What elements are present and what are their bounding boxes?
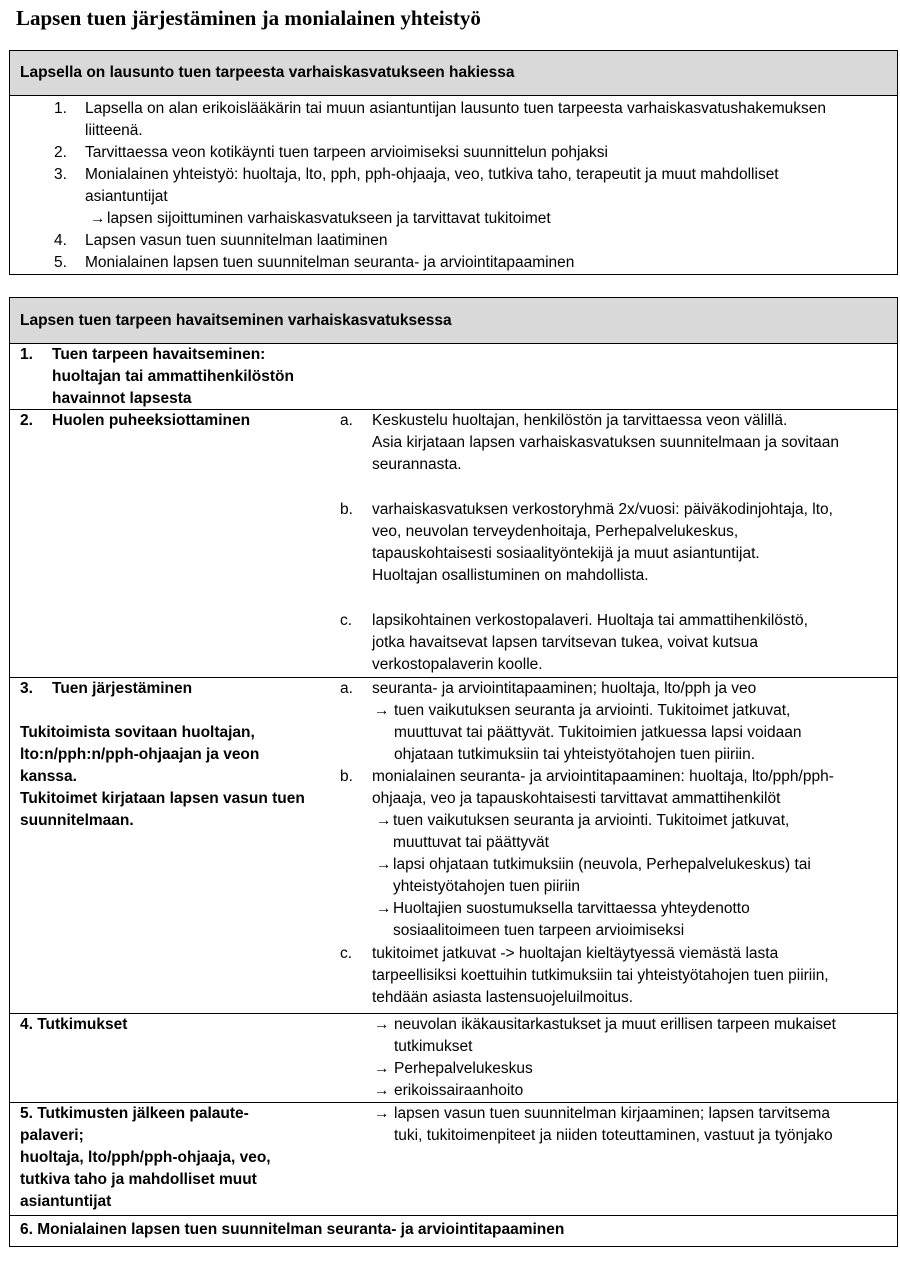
row-note: Tukitoimet kirjataan lapsen vasun tuen — [20, 790, 305, 807]
item-text: tukitoimet jatkuvat -> huoltajan kieltäytyessä viemästä lasta — [372, 945, 779, 962]
table-row — [10, 344, 897, 410]
item-text: Perhepalvelukeskus — [394, 1060, 533, 1077]
item-text: jotka havaitsevat lapsen tarvitsevan tukea, voivat kutsua — [372, 634, 758, 651]
arrow-icon: → — [374, 1016, 390, 1033]
item-text: tarpeellisiksi koettuihin tutkimuksiin tai yhteistyötahojen tuen piiriin, — [372, 967, 829, 984]
item-text: veo, neuvolan terveydenhoitaja, Perhepalvelukeskus, — [372, 523, 739, 540]
row-note: suunnitelmaan. — [20, 812, 134, 829]
item-letter: b. — [340, 768, 353, 785]
row-label: huoltaja, lto/pph/pph-ohjaaja, veo, — [20, 1149, 271, 1166]
row-note: lto:n/pph:n/pph-ohjaajan ja veon — [20, 746, 260, 763]
list-item-text: liitteenä. — [85, 122, 143, 139]
arrow-icon: → — [376, 856, 392, 873]
row-label: palaveri; — [20, 1127, 84, 1144]
list-item-text: Monialainen lapsen tuen suunnitelman seuranta- ja arviointitapaaminen — [85, 254, 575, 271]
list-number: 1. — [54, 100, 67, 117]
list-item-text: lapsen sijoittuminen varhaiskasvatukseen ja tarvittavat tukitoimet — [107, 210, 551, 227]
arrow-icon: → — [374, 702, 390, 719]
item-letter: c. — [340, 612, 353, 629]
list-item-text: Monialainen yhteistyö: huoltaja, lto, pph, pph-ohjaaja, veo, tutkiva taho, terapeutit ja muut mahdolliset — [85, 166, 779, 183]
item-letter: a. — [340, 680, 353, 697]
section-header: Lapsen tuen tarpeen havaitseminen varhaiskasvatuksessa — [10, 298, 897, 344]
item-text: Asia kirjataan lapsen varhaiskasvatuksen suunnitelmaan ja sovitaan — [372, 434, 839, 451]
row-number: 2. — [20, 412, 33, 429]
item-text: tapauskohtaisesti sosiaalityöntekijä ja muut asiantuntijat. — [372, 545, 760, 562]
item-text: ohjataan tutkimuksiin tai yhteistyötahojen tuen piiriin. — [394, 746, 756, 763]
item-text: ohjaaja, veo ja tapauskohtaisesti tarvittavat ammattihenkilöt — [372, 790, 781, 807]
item-text: lapsi ohjataan tutkimuksiin (neuvola, Perhepalvelukeskus) tai — [393, 856, 811, 873]
item-text: yhteistyötahojen tuen piiriin — [393, 878, 580, 895]
table-row — [10, 1216, 897, 1246]
section-header: Lapsella on lausunto tuen tarpeesta varhaiskasvatukseen hakiessa — [10, 51, 897, 96]
item-text: sosiaalitoimeen tuen tarpeen arvioimiseksi — [393, 922, 685, 939]
table-row — [10, 1103, 897, 1216]
arrow-icon: → — [376, 900, 392, 917]
row-label: Tuen järjestäminen — [52, 680, 193, 697]
table-row — [10, 1014, 897, 1103]
item-text: lapsikohtainen verkostopalaveri. Huoltaja tai ammattihenkilöstö, — [372, 612, 808, 629]
row-note: Tukitoimista sovitaan huoltajan, — [20, 724, 255, 741]
list-number: 3. — [54, 166, 67, 183]
item-text: tehdään asiasta lastensuojeluilmoitus. — [372, 989, 634, 1006]
table-row — [10, 678, 897, 1014]
list-item-text: Tarvittaessa veon kotikäynti tuen tarpeen arvioimiseksi suunnittelun pohjaksi — [85, 144, 608, 161]
item-letter: b. — [340, 501, 353, 518]
list-number: 4. — [54, 232, 67, 249]
arrow-icon: → — [374, 1060, 390, 1077]
list-item-text: asiantuntijat — [85, 188, 168, 205]
item-text: erikoissairaanhoito — [394, 1082, 524, 1099]
item-text: seuranta- ja arviointitapaaminen; huoltaja, lto/pph ja veo — [372, 680, 757, 697]
item-text: tuen vaikutuksen seuranta ja arviointi. Tukitoimet jatkuvat, — [394, 702, 791, 719]
item-text: monialainen seuranta- ja arviointitapaaminen: huoltaja, lto/pph/pph- — [372, 768, 834, 785]
item-text: varhaiskasvatuksen verkostoryhmä 2x/vuosi: päiväkodinjohtaja, lto, — [372, 501, 833, 518]
row-label: Huolen puheeksiottaminen — [52, 412, 251, 429]
list-number: 2. — [54, 144, 67, 161]
table-row — [10, 410, 897, 678]
list-item-text: Lapsella on alan erikoislääkärin tai muun asiantuntijan lausunto tuen tarpeesta varhaiskasvatushakemuksen — [85, 100, 827, 117]
arrow-icon: → — [374, 1105, 390, 1122]
item-text: tutkimukset — [394, 1038, 473, 1055]
list-number: 5. — [54, 254, 67, 271]
page-title: Lapsen tuen järjestäminen ja monialainen yhteistyö — [16, 6, 481, 30]
item-text: Keskustelu huoltajan, henkilöstön ja tarvittaessa veon välillä. — [372, 412, 788, 429]
item-text: Huoltajan osallistuminen on mahdollista. — [372, 567, 649, 584]
item-text: seurannasta. — [372, 456, 462, 473]
row-label: 4. Tutkimukset — [20, 1016, 128, 1033]
row-label: havainnot lapsesta — [52, 390, 192, 407]
row-note: kanssa. — [20, 768, 77, 785]
row-label: 5. Tutkimusten jälkeen palaute- — [20, 1105, 249, 1122]
arrow-icon: → — [90, 210, 106, 227]
row-label: 6. Monialainen lapsen tuen suunnitelman seuranta- ja arviointitapaaminen — [20, 1221, 565, 1238]
item-text: lapsen vasun tuen suunnitelman kirjaaminen; lapsen tarvitsema — [394, 1105, 830, 1122]
row-number: 3. — [20, 680, 33, 697]
item-letter: a. — [340, 412, 353, 429]
item-text: Huoltajien suostumuksella tarvittaessa yhteydenotto — [393, 900, 750, 917]
row-label: tutkiva taho ja mahdolliset muut — [20, 1171, 257, 1188]
section-support-need-detection — [9, 297, 898, 1247]
item-text: muuttuvat tai päättyvät. Tukitoimien jatkuessa lapsi voidaan — [394, 724, 802, 741]
item-letter: c. — [340, 945, 353, 962]
row-label: huoltajan tai ammattihenkilöstön — [52, 368, 294, 385]
arrow-icon: → — [374, 1082, 390, 1099]
item-text: muuttuvat tai päättyvät — [393, 834, 549, 851]
arrow-icon: → — [376, 812, 392, 829]
item-text: tuen vaikutuksen seuranta ja arviointi. Tukitoimet jatkuvat, — [393, 812, 790, 829]
item-text: verkostopalaverin koolle. — [372, 656, 543, 673]
row-number: 1. — [20, 346, 33, 363]
section-support-statement — [9, 50, 898, 275]
item-text: neuvolan ikäkausitarkastukset ja muut erillisen tarpeen mukaiset — [394, 1016, 836, 1033]
item-text: tuki, tukitoimenpiteet ja niiden toteuttaminen, vastuut ja työnjako — [394, 1127, 833, 1144]
row-label: asiantuntijat — [20, 1193, 112, 1210]
row-label: Tuen tarpeen havaitseminen: — [52, 346, 266, 363]
list-item-text: Lapsen vasun tuen suunnitelman laatiminen — [85, 232, 388, 249]
